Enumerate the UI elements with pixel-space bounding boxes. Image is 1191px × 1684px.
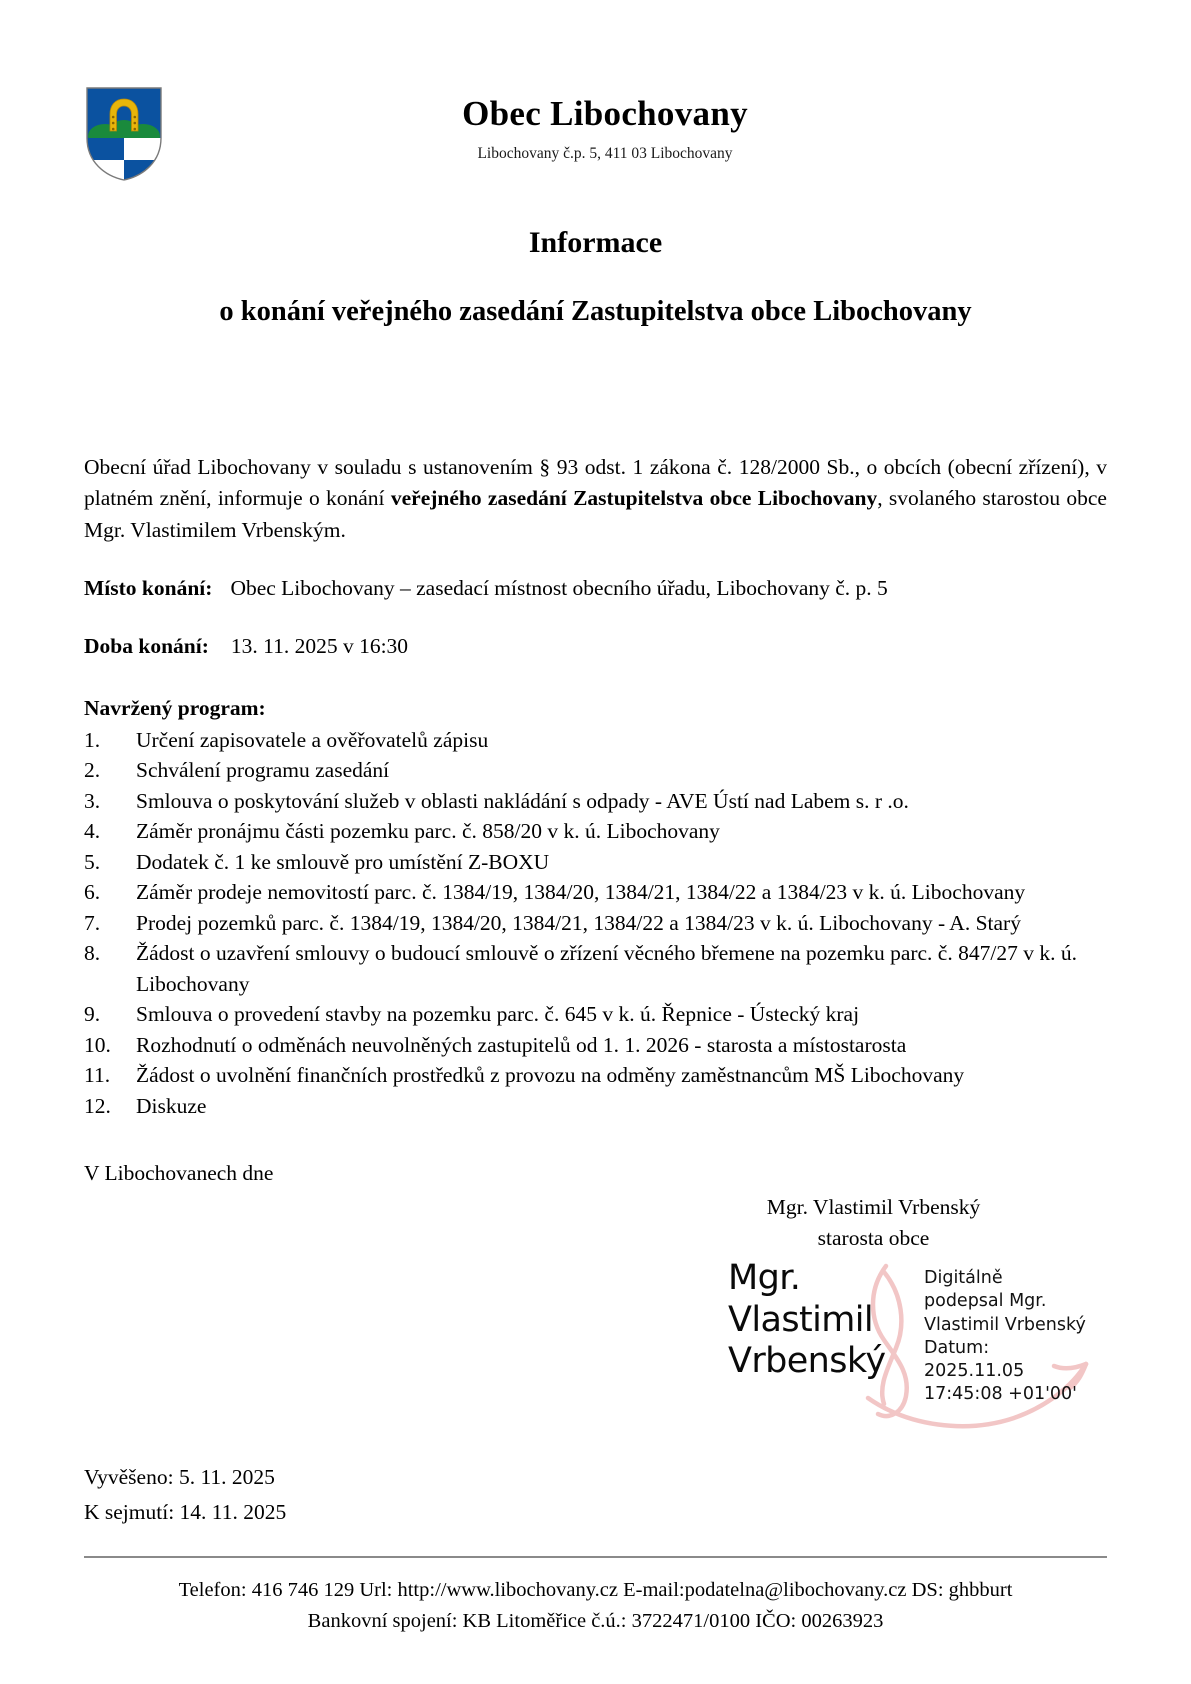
- page-subtitle: o konání veřejného zasedání Zastupitelstva obce Libochovany: [219, 296, 972, 327]
- list-item-label: Prodej pozemků parc. č. 1384/19, 1384/20, 1384/21, 1384/22 a 1384/23 v k. ú. Libochovany - A. Starý: [136, 910, 1021, 935]
- list-item-number: 1.: [84, 727, 101, 752]
- list-item: [84, 786, 1107, 817]
- list-item-label: Záměr pronájmu části pozemku parc. č. 858/20 v k. ú. Libochovany: [136, 819, 720, 844]
- footer-contact-info: [84, 1575, 1107, 1637]
- list-item: [84, 999, 1107, 1030]
- list-item: [84, 847, 1107, 878]
- list-item-number: 3.: [84, 788, 101, 813]
- header-text-block: [210, 94, 1000, 164]
- signature-stamp-name-line2: Vlastimil: [728, 1299, 873, 1340]
- list-item: [84, 938, 1107, 999]
- footer-line-bank: Bankovní spojení: KB Litoměřice č.ú.: 3722471/0100 IČO: 00263923: [307, 1609, 884, 1632]
- signature-stamp-name-line3: Vrbenský: [728, 1341, 886, 1382]
- list-item-label: Záměr prodeje nemovitostí parc. č. 1384/19, 1384/20, 1384/21, 1384/22 a 1384/23 v k. ú. Libochovany: [136, 880, 1026, 905]
- list-item-label: Schválení programu zasedání: [136, 758, 390, 783]
- signature-detail-line6: 17:45:08 +01'00': [924, 1384, 1077, 1405]
- document-title-block: [84, 225, 1107, 332]
- intro-text-part2: , svolaného starostou obce Mgr. Vlastimilem Vrbenským.: [84, 486, 1107, 542]
- list-item-label: Určení zapisovatele a ověřovatelů zápisu: [136, 727, 489, 752]
- list-item-label: Diskuze: [136, 1093, 207, 1118]
- document-header: [0, 78, 1191, 188]
- page-title: Informace: [528, 226, 663, 259]
- signature-detail-line5: 2025.11.05: [924, 1361, 1025, 1382]
- meeting-place-value: Obec Libochovany – zasedací místnost obecního úřadu, Libochovany č. p. 5: [230, 576, 888, 601]
- list-item-label: Žádost o uvolnění finančních prostředků z provozu na odměny zaměstnancům MŠ Libochovany: [136, 1063, 965, 1088]
- list-item-label: Smlouva o provedení stavby na pozemku parc. č. 645 v k. ú. Řepnice - Ústecký kraj: [136, 1002, 860, 1027]
- list-item-label: Smlouva o poskytování služeb v oblasti nakládání s odpady - AVE Ústí nad Labem s. r .o.: [136, 788, 909, 813]
- signature-stamp-name: [728, 1258, 918, 1383]
- signature-stamp-name-line1: Mgr.: [728, 1258, 801, 1298]
- list-item-label: Rozhodnutí o odměnách neuvolněných zastupitelů od 1. 1. 2026 - starosta a místostarosta: [136, 1032, 907, 1057]
- organization-address: Libochovany č.p. 5, 411 03 Libochovany: [477, 145, 733, 163]
- list-item-number: 7.: [84, 910, 101, 935]
- document-body: [84, 430, 1107, 1121]
- list-item: [84, 1060, 1107, 1091]
- coat-of-arms-icon: [85, 86, 163, 182]
- intro-text-bold: veřejného zasedání Zastupitelstva obce Libochovany: [390, 486, 878, 511]
- meeting-time-value: 13. 11. 2025 v 16:30: [230, 634, 409, 659]
- meeting-place-label: Místo konání:: [84, 576, 213, 601]
- list-item-number: 11.: [84, 1063, 111, 1088]
- meeting-place-row: [84, 573, 1107, 604]
- organization-title: Obec Libochovany: [462, 94, 748, 133]
- signer-role: starosta obce: [817, 1225, 930, 1250]
- program-heading: Navržený program:: [84, 695, 266, 720]
- list-item: [84, 816, 1107, 847]
- list-item: [84, 755, 1107, 786]
- list-item-label: Dodatek č. 1 ke smlouvě pro umístění Z-BOXU: [136, 849, 550, 874]
- signature-detail-line2: podepsal Mgr.: [924, 1291, 1047, 1312]
- signature-detail-line4: Datum:: [924, 1337, 990, 1358]
- list-item-number: 10.: [84, 1032, 111, 1057]
- list-item: [84, 877, 1107, 908]
- takedown-date: K sejmutí: 14. 11. 2025: [84, 1499, 287, 1524]
- footer-line-contact: Telefon: 416 746 129 Url: http://www.libochovany.cz E-mail:podatelna@libochovany.cz DS: ghbburt: [178, 1579, 1013, 1601]
- list-item-number: 8.: [84, 941, 101, 966]
- signature-stamp-details: [924, 1267, 1110, 1407]
- meeting-time-label: Doba konání:: [84, 634, 209, 659]
- digital-signature-stamp: [728, 1258, 1110, 1433]
- posted-date: Vyvěšeno: 5. 11. 2025: [84, 1465, 275, 1489]
- signature-detail-line1: Digitálně: [924, 1268, 1003, 1288]
- intro-paragraph: [84, 452, 1107, 547]
- intro-text-part1: Obecní úřad Libochovany v souladu s ustanovením § 93 odst. 1 zákona č. 128/2000 Sb., o obcích (obecní zřízení), v platném znění, informuje o konání: [84, 454, 1107, 511]
- list-item: [84, 1030, 1107, 1061]
- list-item-number: 9.: [84, 1002, 101, 1027]
- meeting-time-row: [84, 631, 1107, 662]
- footer-divider: [84, 1556, 1107, 1558]
- list-item-number: 6.: [84, 880, 101, 905]
- list-item: [84, 725, 1107, 756]
- list-item-number: 2.: [84, 758, 101, 783]
- signer-block: [640, 1192, 1107, 1253]
- list-item-number: 4.: [84, 819, 101, 844]
- list-item-number: 12.: [84, 1093, 111, 1118]
- program-list: [84, 725, 1107, 1122]
- signer-name: Mgr. Vlastimil Vrbenský: [766, 1195, 981, 1219]
- list-item-number: 5.: [84, 849, 101, 874]
- signature-detail-line3: Vlastimil Vrbenský: [924, 1314, 1086, 1335]
- list-item-label: Žádost o uzavření smlouvy o budoucí smlouvě o zřízení věcného břemene na pozemku parc. č. 847/27 v k. ú. Libochovany: [136, 941, 1077, 996]
- posting-dates: [84, 1460, 286, 1530]
- list-item: [84, 1091, 1107, 1122]
- place-and-date: V Libochovanech dne: [84, 1161, 274, 1185]
- list-item: [84, 908, 1107, 939]
